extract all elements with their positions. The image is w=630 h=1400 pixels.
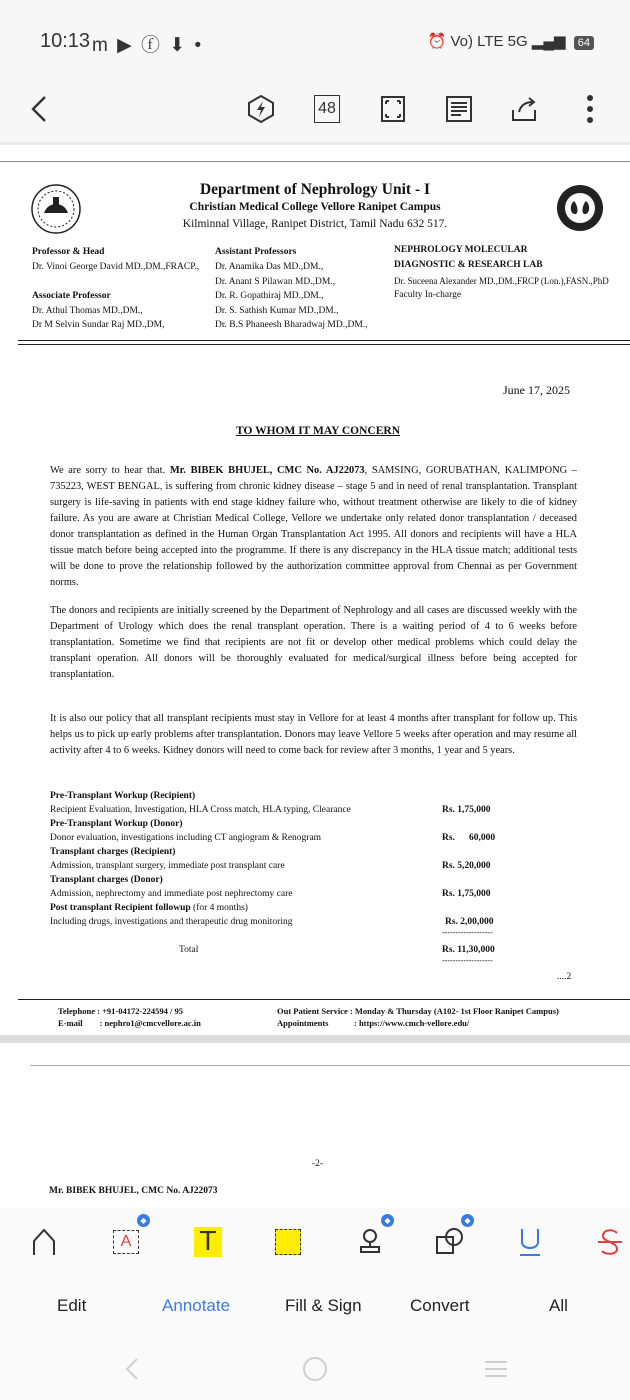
unit-seal-logo xyxy=(555,183,605,238)
page-count: 48 xyxy=(314,95,340,123)
text-box-tool-icon[interactable]: A ◆ xyxy=(104,1220,148,1264)
associate-1: Dr. Athul Thomas MD.,DM., xyxy=(32,306,143,316)
footer-email-line xyxy=(58,1018,201,1028)
cost-heading-5: Post transplant Recipient followup xyxy=(50,903,191,913)
shape-tool-icon[interactable] xyxy=(428,1216,472,1264)
paragraph-1-body: , SAMSING, GORUBATHAN, KALIMPONG – 735223, WEST BENGAL, is suffering from chronic kidney disease – stage 5 and in need of renal transplantation. Transplant surgery is life-saving in patients with end stage kidney failure who, without treatment otherwise are likely to die of kidney failure. As you are aware at Christian Medical College, Vellore we undertake only related donor transplantation / deceased donor transplantation as defined in the Human Organ Transplantation Act 1995. All donors and recipients will have a HLA tissue match before being accepted into the programme. If there is any discrepancy in the HLA tissue match; additional tests will be done to prove the relationship followed by the authorization committee approval from Chennai as per Government norms. xyxy=(50,465,578,588)
tab-annotate[interactable]: Annotate xyxy=(162,1296,231,1315)
paragraph-1 xyxy=(50,463,577,591)
opd-label: Out Patient Service : xyxy=(277,1006,353,1016)
top-rule xyxy=(0,161,630,162)
header-rule xyxy=(18,340,630,341)
pen-tool-icon[interactable] xyxy=(22,1220,66,1264)
cost-heading-5-suffix: (for 4 months) xyxy=(190,903,248,913)
premium-badge-icon: ◆ xyxy=(381,1214,394,1227)
department-title: Department of Nephrology Unit - I xyxy=(199,181,431,198)
strikethrough-tool-icon[interactable] xyxy=(588,1220,630,1264)
cost-desc-5: Including drugs, investigations and therapeutic drug monitoring xyxy=(50,917,293,927)
network-indicator: Vo) LTE 5G xyxy=(450,33,528,50)
signal-icon: ▂▄▆ xyxy=(531,33,566,50)
top-toolbar xyxy=(0,80,630,142)
clock: 10:13 xyxy=(40,30,91,52)
lab-head: Dr. Suceena Alexander MD.,DM.,FRCP (Lon.),FASN.,PhD xyxy=(394,276,609,286)
assistant-title: Assistant Professors xyxy=(215,247,297,257)
head-title: Professor & Head xyxy=(32,247,105,257)
cost-value-4: Rs. 1,75,000 xyxy=(442,889,491,899)
stamp-tool-icon[interactable] xyxy=(348,1216,392,1264)
status-bar xyxy=(0,0,630,80)
cost-value-2-currency: Rs. xyxy=(442,833,455,843)
letter-date: June 17, 2025 xyxy=(503,383,570,397)
cost-heading-2: Pre-Transplant Workup (Donor) xyxy=(50,819,183,829)
quick-action-icon[interactable] xyxy=(244,92,278,126)
tab-edit[interactable]: Edit xyxy=(57,1296,87,1315)
area-highlight-tool-icon[interactable] xyxy=(266,1220,310,1264)
assistant-3: Dr. R. Gopathiraj MD.,DM., xyxy=(215,291,324,301)
document-page-2 xyxy=(0,1043,630,1208)
cost-value-3: Rs. 5,20,000 xyxy=(442,861,491,871)
subtotal-dashes: ------------------- xyxy=(442,928,493,937)
tab-fill-sign[interactable]: Fill & Sign xyxy=(285,1296,362,1315)
tab-all[interactable]: All xyxy=(549,1296,568,1315)
cost-value-5: Rs. 2,00,000 xyxy=(445,917,494,927)
page-gap xyxy=(0,1035,630,1043)
document-page-1 xyxy=(0,145,630,1035)
total-label: Total xyxy=(179,945,199,955)
assistant-4: Dr. S. Sathish Kumar MD.,DM., xyxy=(215,306,339,316)
notification-icons: m ▶ ⓕ ⬇ • xyxy=(92,35,204,56)
reader-mode-icon[interactable] xyxy=(444,92,474,126)
nav-home-icon[interactable] xyxy=(302,1356,328,1387)
nav-back-icon[interactable] xyxy=(124,1356,140,1387)
associate-title: Associate Professor xyxy=(32,291,111,301)
premium-badge-icon: ◆ xyxy=(461,1214,474,1227)
nav-recents-icon[interactable] xyxy=(482,1356,510,1387)
phone-value: +91-04172-224594 / 95 xyxy=(102,1006,183,1016)
page2-top-rule xyxy=(30,1065,630,1066)
cost-value-2: 60,000 xyxy=(469,833,496,843)
share-icon[interactable] xyxy=(508,92,542,126)
header-rule-2 xyxy=(18,344,630,345)
patient-name: Mr. BIBEK BHUJEL, CMC No. AJ22073 xyxy=(169,465,365,476)
opd-value: Monday & Thursday (A102- 1st Floor Ranipet Campus) xyxy=(354,1006,559,1016)
back-icon[interactable] xyxy=(22,92,56,126)
phone-label: Telephone : xyxy=(58,1006,100,1016)
cost-heading-1: Pre-Transplant Workup (Recipient) xyxy=(50,791,196,801)
cost-desc-3: Admission, transplant surgery, immediate post transplant care xyxy=(50,861,285,871)
appt-value: : https://www.cmch-vellore.edu/ xyxy=(353,1018,470,1028)
annotation-toolbar xyxy=(0,1208,630,1400)
cost-desc-2: Donor evaluation, investigations including CT angiogram & Renogram xyxy=(50,833,322,843)
college-address: Kilminnal Village, Ranipet District, Tamil Nadu 632 517. xyxy=(182,218,448,230)
page-number: -2- xyxy=(312,1159,324,1169)
total-value: Rs. 11,30,000 xyxy=(442,945,495,955)
appt-label: Appointments xyxy=(277,1018,329,1028)
paragraph-3: It is also our policy that all transplant recipients must stay in Vellore for at least 4 months after transplant for follow up. This helps us to pick up early problems after transplantation. Donors may leave Vellore 5 weeks after operation and may resume all activity after 4 to 6 weeks. Kidney donors will need to come back for review after 3 months, 1 year and 5 years. xyxy=(50,713,577,756)
cost-heading-3: Transplant charges (Recipient) xyxy=(50,847,176,857)
tab-convert[interactable]: Convert xyxy=(410,1296,470,1315)
footer-rule xyxy=(18,999,630,1000)
page-count-button[interactable] xyxy=(312,92,342,126)
paragraph-1-intro: We are sorry to hear that. xyxy=(50,465,170,476)
email-value: : nephro1@cmcvellore.ac.in xyxy=(99,1018,201,1028)
head-name: Dr. Vinoi George David MD.,DM.,FRACP., xyxy=(32,262,200,272)
premium-badge-icon: ◆ xyxy=(137,1214,150,1227)
alarm-icon: ⏰ xyxy=(427,33,447,50)
paragraph-2: The donors and recipients are initially screened by the Department of Nephrology and all cases are discussed weekly with the Department of Urology which does the renal transplant operation. There is a waiting period of 4 to 6 weeks before transplantation. Sometime we find that recipients are not fit or develop other medical problems which could delay the transplant operation. All donors will be thoroughly evaluated for medical/surgical illness before being accepted for transplantation. xyxy=(50,605,577,680)
battery-indicator: 64 xyxy=(574,36,594,50)
total-dashes: ------------------- xyxy=(442,956,493,965)
more-options-icon[interactable] xyxy=(580,92,600,126)
continued-marker: ....2 xyxy=(557,972,572,982)
assistant-1: Dr. Anamika Das MD.,DM., xyxy=(215,262,324,272)
letter-heading: TO WHOM IT MAY CONCERN xyxy=(236,425,401,437)
assistant-2: Dr. Anant S Pilawan MD.,DM., xyxy=(215,277,336,287)
lab-role: Faculty In-charge xyxy=(394,290,462,300)
associate-2: Dr M Selvin Sundar Raj MD.,DM, xyxy=(32,320,165,330)
cost-desc-4: Admission, nephrectomy and immediate post nephrectomy care xyxy=(50,889,293,899)
cost-heading-5-line xyxy=(50,903,248,913)
assistant-5: Dr. B.S Phaneesh Bharadwaj MD.,DM., xyxy=(215,320,368,330)
cost-value-1: Rs. 1,75,000 xyxy=(442,805,491,815)
lab-title-2: DIAGNOSTIC & RESEARCH LAB xyxy=(394,260,543,270)
footer-phone-line xyxy=(58,1006,183,1016)
page2-reference: Mr. BIBEK BHUJEL, CMC No. AJ22073 xyxy=(49,1186,218,1196)
lab-title-1: NEPHROLOGY MOLECULAR xyxy=(394,245,528,255)
footer-opd-line xyxy=(277,1006,559,1016)
email-label: E-mail xyxy=(58,1018,83,1028)
highlight-text-tool-icon[interactable]: T xyxy=(186,1220,230,1264)
system-icons xyxy=(428,32,594,50)
fullscreen-icon[interactable] xyxy=(378,92,408,126)
footer-appt-line xyxy=(277,1018,469,1028)
underline-tool-icon[interactable] xyxy=(508,1220,552,1264)
cost-heading-4: Transplant charges (Donor) xyxy=(50,875,163,885)
cost-desc-1: Recipient Evaluation, Investigation, HLA Cross match, HLA typing, Clearance xyxy=(50,805,351,815)
college-name: Christian Medical College Vellore Ranipet Campus xyxy=(189,201,441,213)
